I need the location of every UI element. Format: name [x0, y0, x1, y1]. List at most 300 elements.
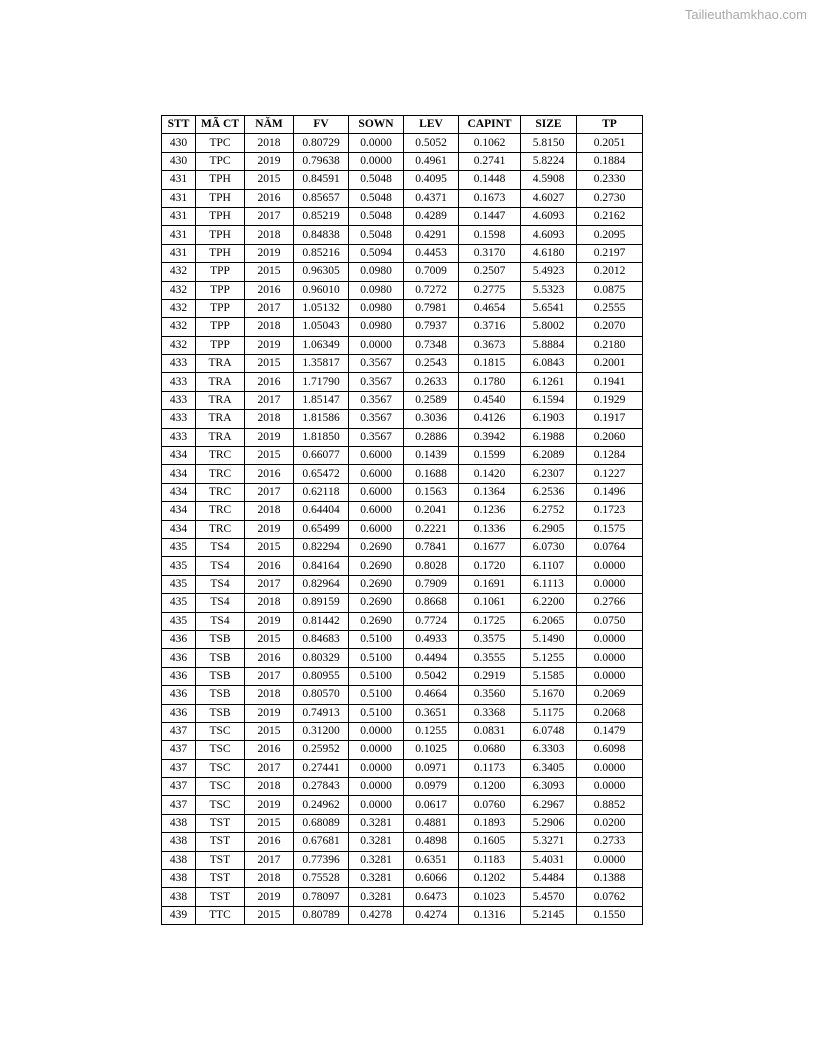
- cell-fv: 0.25952: [294, 741, 349, 759]
- cell-lev: 0.4274: [404, 906, 459, 924]
- table-row: [162, 299, 643, 317]
- cell-sown: 0.5100: [349, 704, 404, 722]
- cell-capint: 0.0831: [459, 722, 521, 740]
- cell-fv: 0.96010: [294, 281, 349, 299]
- cell-sown: 0.3281: [349, 814, 404, 832]
- cell-ma-ct: TPP: [196, 336, 245, 354]
- cell-ma-ct: TST: [196, 851, 245, 869]
- cell-sown: 0.2690: [349, 538, 404, 556]
- cell-size: 5.8002: [521, 318, 577, 336]
- cell-stt: 433: [162, 410, 196, 428]
- table-body: [162, 134, 643, 925]
- table-row: [162, 263, 643, 281]
- column-header-size: SIZE: [521, 116, 577, 134]
- cell-nam: 2017: [245, 207, 294, 225]
- cell-nam: 2017: [245, 851, 294, 869]
- cell-fv: 0.80789: [294, 906, 349, 924]
- cell-tp: 0.0764: [577, 538, 643, 556]
- cell-sown: 0.5048: [349, 189, 404, 207]
- table-row: [162, 538, 643, 556]
- table-row: [162, 667, 643, 685]
- cell-size: 6.1107: [521, 557, 577, 575]
- cell-tp: 0.1575: [577, 520, 643, 538]
- cell-nam: 2018: [245, 778, 294, 796]
- cell-tp: 0.0000: [577, 557, 643, 575]
- cell-capint: 0.2507: [459, 263, 521, 281]
- cell-capint: 0.2775: [459, 281, 521, 299]
- cell-size: 5.2906: [521, 814, 577, 832]
- cell-tp: 0.2730: [577, 189, 643, 207]
- cell-lev: 0.0979: [404, 778, 459, 796]
- cell-tp: 0.1284: [577, 447, 643, 465]
- cell-fv: 0.65472: [294, 465, 349, 483]
- cell-fv: 0.85216: [294, 244, 349, 262]
- cell-stt: 433: [162, 391, 196, 409]
- cell-size: 6.1988: [521, 428, 577, 446]
- cell-capint: 0.1316: [459, 906, 521, 924]
- column-header-ma-ct: MÃ CT: [196, 116, 245, 134]
- cell-size: 4.5908: [521, 171, 577, 189]
- cell-ma-ct: TSB: [196, 704, 245, 722]
- table-row: [162, 759, 643, 777]
- cell-tp: 0.0000: [577, 649, 643, 667]
- cell-ma-ct: TPC: [196, 134, 245, 152]
- cell-size: 6.2536: [521, 483, 577, 501]
- table-header: [162, 116, 643, 134]
- cell-tp: 0.1550: [577, 906, 643, 924]
- cell-tp: 0.1917: [577, 410, 643, 428]
- cell-fv: 1.85147: [294, 391, 349, 409]
- cell-tp: 0.2069: [577, 686, 643, 704]
- cell-sown: 0.0000: [349, 152, 404, 170]
- column-header-fv: FV: [294, 116, 349, 134]
- cell-capint: 0.0760: [459, 796, 521, 814]
- cell-sown: 0.5100: [349, 630, 404, 648]
- cell-stt: 434: [162, 447, 196, 465]
- cell-capint: 0.1677: [459, 538, 521, 556]
- cell-size: 6.2752: [521, 502, 577, 520]
- cell-lev: 0.2041: [404, 502, 459, 520]
- table-row: [162, 722, 643, 740]
- cell-nam: 2019: [245, 704, 294, 722]
- table-row: [162, 814, 643, 832]
- cell-lev: 0.3036: [404, 410, 459, 428]
- cell-nam: 2015: [245, 447, 294, 465]
- cell-stt: 431: [162, 244, 196, 262]
- cell-sown: 0.4278: [349, 906, 404, 924]
- table-row: [162, 888, 643, 906]
- cell-size: 4.6027: [521, 189, 577, 207]
- table-row: [162, 851, 643, 869]
- cell-lev: 0.4494: [404, 649, 459, 667]
- table-row: [162, 502, 643, 520]
- cell-size: 6.1113: [521, 575, 577, 593]
- cell-stt: 437: [162, 741, 196, 759]
- cell-capint: 0.3942: [459, 428, 521, 446]
- cell-nam: 2015: [245, 630, 294, 648]
- cell-ma-ct: TSC: [196, 759, 245, 777]
- cell-ma-ct: TTC: [196, 906, 245, 924]
- cell-sown: 0.6000: [349, 447, 404, 465]
- cell-lev: 0.1688: [404, 465, 459, 483]
- cell-sown: 0.3281: [349, 851, 404, 869]
- cell-fv: 0.77396: [294, 851, 349, 869]
- cell-size: 6.2905: [521, 520, 577, 538]
- cell-ma-ct: TSB: [196, 649, 245, 667]
- cell-ma-ct: TRC: [196, 520, 245, 538]
- cell-lev: 0.2886: [404, 428, 459, 446]
- cell-sown: 0.0980: [349, 263, 404, 281]
- cell-lev: 0.1025: [404, 741, 459, 759]
- cell-ma-ct: TRA: [196, 355, 245, 373]
- cell-tp: 0.2012: [577, 263, 643, 281]
- cell-sown: 0.2690: [349, 557, 404, 575]
- cell-stt: 434: [162, 502, 196, 520]
- table-row: [162, 778, 643, 796]
- cell-fv: 1.81850: [294, 428, 349, 446]
- cell-nam: 2019: [245, 428, 294, 446]
- cell-fv: 0.80329: [294, 649, 349, 667]
- cell-size: 5.4031: [521, 851, 577, 869]
- cell-stt: 432: [162, 336, 196, 354]
- cell-fv: 1.81586: [294, 410, 349, 428]
- cell-lev: 0.0971: [404, 759, 459, 777]
- cell-fv: 1.06349: [294, 336, 349, 354]
- cell-ma-ct: TPP: [196, 299, 245, 317]
- cell-capint: 0.3716: [459, 318, 521, 336]
- cell-lev: 0.7909: [404, 575, 459, 593]
- table-row: [162, 171, 643, 189]
- cell-capint: 0.3673: [459, 336, 521, 354]
- cell-lev: 0.4881: [404, 814, 459, 832]
- cell-capint: 0.1061: [459, 594, 521, 612]
- cell-capint: 0.1691: [459, 575, 521, 593]
- cell-size: 5.3271: [521, 833, 577, 851]
- cell-ma-ct: TPH: [196, 207, 245, 225]
- cell-capint: 0.1183: [459, 851, 521, 869]
- cell-nam: 2017: [245, 391, 294, 409]
- cell-ma-ct: TSC: [196, 722, 245, 740]
- cell-capint: 0.3368: [459, 704, 521, 722]
- cell-stt: 431: [162, 226, 196, 244]
- cell-sown: 0.6000: [349, 483, 404, 501]
- cell-nam: 2016: [245, 649, 294, 667]
- cell-nam: 2016: [245, 833, 294, 851]
- table-row: [162, 686, 643, 704]
- cell-stt: 436: [162, 649, 196, 667]
- cell-sown: 0.0000: [349, 336, 404, 354]
- cell-capint: 0.1815: [459, 355, 521, 373]
- cell-ma-ct: TST: [196, 814, 245, 832]
- cell-fv: 0.78097: [294, 888, 349, 906]
- cell-capint: 0.4654: [459, 299, 521, 317]
- cell-lev: 0.1255: [404, 722, 459, 740]
- table-row: [162, 226, 643, 244]
- cell-lev: 0.6473: [404, 888, 459, 906]
- cell-lev: 0.4933: [404, 630, 459, 648]
- cell-capint: 0.2741: [459, 152, 521, 170]
- cell-size: 5.4570: [521, 888, 577, 906]
- table-row: [162, 207, 643, 225]
- cell-nam: 2019: [245, 520, 294, 538]
- cell-stt: 435: [162, 538, 196, 556]
- cell-fv: 0.24962: [294, 796, 349, 814]
- table-row: [162, 152, 643, 170]
- cell-stt: 438: [162, 833, 196, 851]
- cell-stt: 436: [162, 630, 196, 648]
- cell-sown: 0.0980: [349, 318, 404, 336]
- cell-fv: 0.82964: [294, 575, 349, 593]
- cell-sown: 0.0000: [349, 134, 404, 152]
- cell-stt: 437: [162, 778, 196, 796]
- cell-size: 6.3405: [521, 759, 577, 777]
- cell-ma-ct: TS4: [196, 575, 245, 593]
- cell-stt: 439: [162, 906, 196, 924]
- cell-tp: 0.1723: [577, 502, 643, 520]
- cell-stt: 435: [162, 557, 196, 575]
- table-row: [162, 906, 643, 924]
- cell-size: 6.2307: [521, 465, 577, 483]
- cell-size: 6.0748: [521, 722, 577, 740]
- cell-ma-ct: TRA: [196, 428, 245, 446]
- cell-nam: 2017: [245, 575, 294, 593]
- cell-tp: 0.1227: [577, 465, 643, 483]
- cell-tp: 0.1884: [577, 152, 643, 170]
- cell-ma-ct: TPH: [196, 244, 245, 262]
- cell-size: 6.1261: [521, 373, 577, 391]
- cell-tp: 0.2095: [577, 226, 643, 244]
- cell-sown: 0.6000: [349, 502, 404, 520]
- cell-size: 4.6180: [521, 244, 577, 262]
- cell-nam: 2017: [245, 759, 294, 777]
- cell-tp: 0.2180: [577, 336, 643, 354]
- cell-nam: 2016: [245, 741, 294, 759]
- cell-ma-ct: TST: [196, 888, 245, 906]
- cell-fv: 0.84838: [294, 226, 349, 244]
- cell-fv: 0.62118: [294, 483, 349, 501]
- cell-nam: 2017: [245, 667, 294, 685]
- cell-tp: 0.2068: [577, 704, 643, 722]
- cell-lev: 0.4291: [404, 226, 459, 244]
- cell-stt: 430: [162, 134, 196, 152]
- cell-nam: 2018: [245, 410, 294, 428]
- cell-fv: 0.31200: [294, 722, 349, 740]
- cell-nam: 2019: [245, 888, 294, 906]
- cell-stt: 436: [162, 667, 196, 685]
- cell-fv: 0.64404: [294, 502, 349, 520]
- cell-fv: 1.05132: [294, 299, 349, 317]
- cell-nam: 2015: [245, 171, 294, 189]
- cell-size: 5.1490: [521, 630, 577, 648]
- cell-tp: 0.1941: [577, 373, 643, 391]
- cell-stt: 431: [162, 207, 196, 225]
- cell-size: 6.0843: [521, 355, 577, 373]
- cell-size: 6.3093: [521, 778, 577, 796]
- cell-fv: 0.68089: [294, 814, 349, 832]
- cell-ma-ct: TRC: [196, 447, 245, 465]
- cell-size: 5.1585: [521, 667, 577, 685]
- cell-nam: 2016: [245, 465, 294, 483]
- column-header-sown: SOWN: [349, 116, 404, 134]
- table-row: [162, 391, 643, 409]
- cell-ma-ct: TSB: [196, 667, 245, 685]
- cell-sown: 0.5048: [349, 207, 404, 225]
- cell-size: 5.1175: [521, 704, 577, 722]
- cell-capint: 0.1062: [459, 134, 521, 152]
- cell-lev: 0.7981: [404, 299, 459, 317]
- table-row: [162, 483, 643, 501]
- cell-size: 5.4923: [521, 263, 577, 281]
- cell-capint: 0.1725: [459, 612, 521, 630]
- table-row: [162, 281, 643, 299]
- cell-fv: 0.80955: [294, 667, 349, 685]
- cell-stt: 437: [162, 759, 196, 777]
- cell-stt: 433: [162, 428, 196, 446]
- cell-size: 5.2145: [521, 906, 577, 924]
- cell-fv: 0.27843: [294, 778, 349, 796]
- cell-sown: 0.0980: [349, 281, 404, 299]
- cell-sown: 0.3567: [349, 355, 404, 373]
- cell-fv: 0.79638: [294, 152, 349, 170]
- cell-stt: 435: [162, 575, 196, 593]
- cell-ma-ct: TS4: [196, 557, 245, 575]
- cell-lev: 0.2543: [404, 355, 459, 373]
- cell-sown: 0.3567: [349, 373, 404, 391]
- cell-stt: 432: [162, 263, 196, 281]
- cell-sown: 0.6000: [349, 520, 404, 538]
- cell-lev: 0.4095: [404, 171, 459, 189]
- cell-tp: 0.2330: [577, 171, 643, 189]
- cell-capint: 0.3555: [459, 649, 521, 667]
- cell-size: 5.4484: [521, 870, 577, 888]
- cell-tp: 0.2766: [577, 594, 643, 612]
- cell-size: 4.6093: [521, 207, 577, 225]
- cell-capint: 0.1598: [459, 226, 521, 244]
- cell-nam: 2018: [245, 134, 294, 152]
- cell-lev: 0.4961: [404, 152, 459, 170]
- cell-ma-ct: TSC: [196, 796, 245, 814]
- cell-lev: 0.1563: [404, 483, 459, 501]
- cell-capint: 0.1023: [459, 888, 521, 906]
- cell-capint: 0.1364: [459, 483, 521, 501]
- cell-lev: 0.6351: [404, 851, 459, 869]
- cell-stt: 432: [162, 281, 196, 299]
- cell-tp: 0.0000: [577, 851, 643, 869]
- cell-capint: 0.1605: [459, 833, 521, 851]
- cell-sown: 0.0000: [349, 722, 404, 740]
- cell-tp: 0.0875: [577, 281, 643, 299]
- cell-stt: 433: [162, 373, 196, 391]
- cell-tp: 0.2162: [577, 207, 643, 225]
- cell-nam: 2018: [245, 226, 294, 244]
- cell-nam: 2019: [245, 244, 294, 262]
- cell-tp: 0.0200: [577, 814, 643, 832]
- cell-stt: 435: [162, 594, 196, 612]
- cell-tp: 0.0000: [577, 575, 643, 593]
- cell-fv: 0.85657: [294, 189, 349, 207]
- cell-lev: 0.6066: [404, 870, 459, 888]
- cell-size: 5.6541: [521, 299, 577, 317]
- cell-tp: 0.0762: [577, 888, 643, 906]
- cell-fv: 0.75528: [294, 870, 349, 888]
- cell-tp: 0.0000: [577, 778, 643, 796]
- cell-nam: 2015: [245, 538, 294, 556]
- cell-stt: 432: [162, 299, 196, 317]
- cell-stt: 438: [162, 888, 196, 906]
- cell-sown: 0.3281: [349, 833, 404, 851]
- cell-sown: 0.3281: [349, 888, 404, 906]
- cell-nam: 2015: [245, 263, 294, 281]
- cell-tp: 0.2555: [577, 299, 643, 317]
- cell-fv: 0.74913: [294, 704, 349, 722]
- cell-nam: 2018: [245, 870, 294, 888]
- cell-tp: 0.2051: [577, 134, 643, 152]
- cell-nam: 2017: [245, 483, 294, 501]
- cell-sown: 0.2690: [349, 594, 404, 612]
- cell-fv: 0.27441: [294, 759, 349, 777]
- table-row: [162, 870, 643, 888]
- table-row: [162, 465, 643, 483]
- cell-stt: 436: [162, 704, 196, 722]
- cell-tp: 0.0000: [577, 630, 643, 648]
- cell-nam: 2017: [245, 299, 294, 317]
- cell-stt: 435: [162, 612, 196, 630]
- cell-fv: 0.82294: [294, 538, 349, 556]
- cell-lev: 0.5042: [404, 667, 459, 685]
- column-header-stt: STT: [162, 116, 196, 134]
- table-row: [162, 575, 643, 593]
- cell-size: 5.8150: [521, 134, 577, 152]
- cell-stt: 438: [162, 814, 196, 832]
- cell-sown: 0.5048: [349, 171, 404, 189]
- cell-tp: 0.0000: [577, 759, 643, 777]
- cell-ma-ct: TRA: [196, 410, 245, 428]
- table-row: [162, 741, 643, 759]
- cell-fv: 0.65499: [294, 520, 349, 538]
- cell-fv: 0.96305: [294, 263, 349, 281]
- cell-tp: 0.8852: [577, 796, 643, 814]
- cell-ma-ct: TPH: [196, 226, 245, 244]
- cell-size: 6.1594: [521, 391, 577, 409]
- cell-capint: 0.1236: [459, 502, 521, 520]
- cell-capint: 0.3575: [459, 630, 521, 648]
- cell-fv: 0.81442: [294, 612, 349, 630]
- cell-lev: 0.7724: [404, 612, 459, 630]
- cell-nam: 2018: [245, 594, 294, 612]
- cell-capint: 0.1447: [459, 207, 521, 225]
- cell-tp: 0.0000: [577, 667, 643, 685]
- cell-capint: 0.1448: [459, 171, 521, 189]
- cell-stt: 433: [162, 355, 196, 373]
- cell-stt: 436: [162, 686, 196, 704]
- column-header-capint: CAPINT: [459, 116, 521, 134]
- cell-size: 6.2200: [521, 594, 577, 612]
- cell-lev: 0.2589: [404, 391, 459, 409]
- cell-sown: 0.6000: [349, 465, 404, 483]
- cell-ma-ct: TRC: [196, 502, 245, 520]
- cell-lev: 0.0617: [404, 796, 459, 814]
- table-row: [162, 373, 643, 391]
- cell-stt: 434: [162, 520, 196, 538]
- table-row: [162, 336, 643, 354]
- cell-tp: 0.2001: [577, 355, 643, 373]
- cell-tp: 0.2733: [577, 833, 643, 851]
- cell-capint: 0.1336: [459, 520, 521, 538]
- table-row: [162, 189, 643, 207]
- cell-fv: 0.84683: [294, 630, 349, 648]
- cell-fv: 1.71790: [294, 373, 349, 391]
- cell-sown: 0.2690: [349, 575, 404, 593]
